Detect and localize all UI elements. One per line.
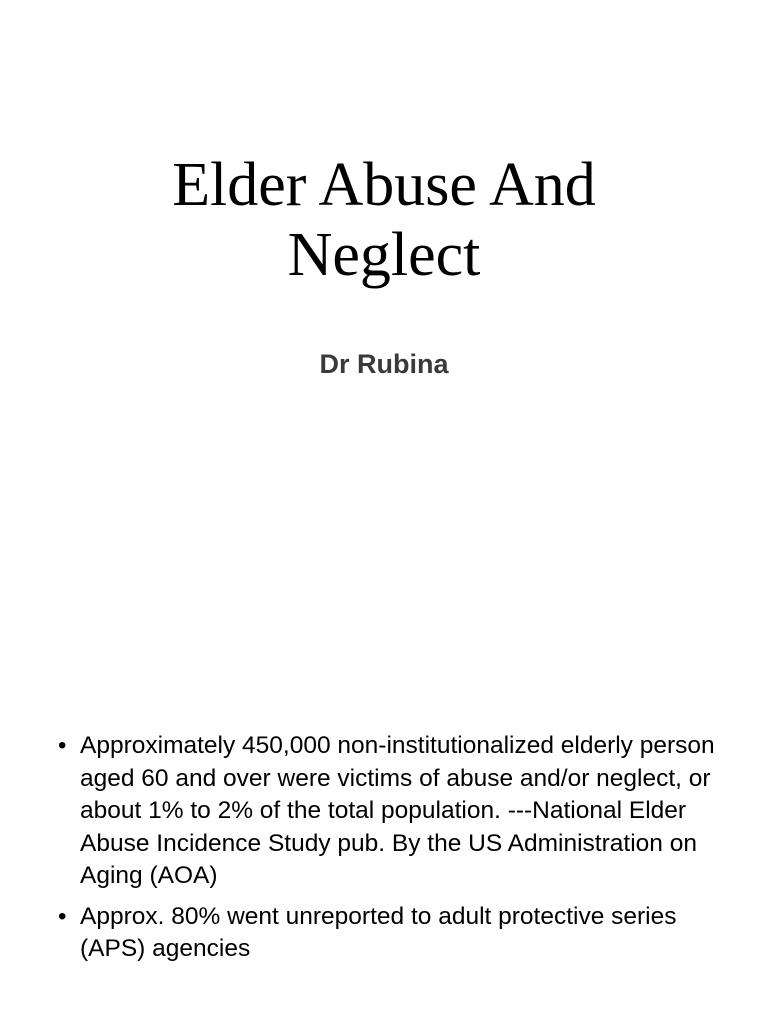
bullet-dot-icon: • xyxy=(58,732,67,759)
bullet-item xyxy=(58,901,738,966)
bullet-item xyxy=(58,730,738,893)
slide-title xyxy=(0,150,768,290)
bullet-text: Approx. 80% went unreported to adult protective series (APS) agencies xyxy=(80,902,677,962)
slide-title-line-2: Neglect xyxy=(287,221,481,289)
bullet-list xyxy=(58,730,738,974)
bullet-text: Approximately 450,000 non-institutionalized elderly person aged 60 and over were victims of abuse and/or neglect, or about 1% to 2% of the total population. ---National Elder Abuse Incidence Study pub. By the US Administration on Aging (AOA) xyxy=(80,732,715,889)
title-area xyxy=(0,150,768,290)
bullet-dot-icon: • xyxy=(58,902,67,930)
slide-subtitle: Dr Rubina xyxy=(319,349,449,379)
slide-title-line-1: Elder Abuse And xyxy=(172,151,596,219)
